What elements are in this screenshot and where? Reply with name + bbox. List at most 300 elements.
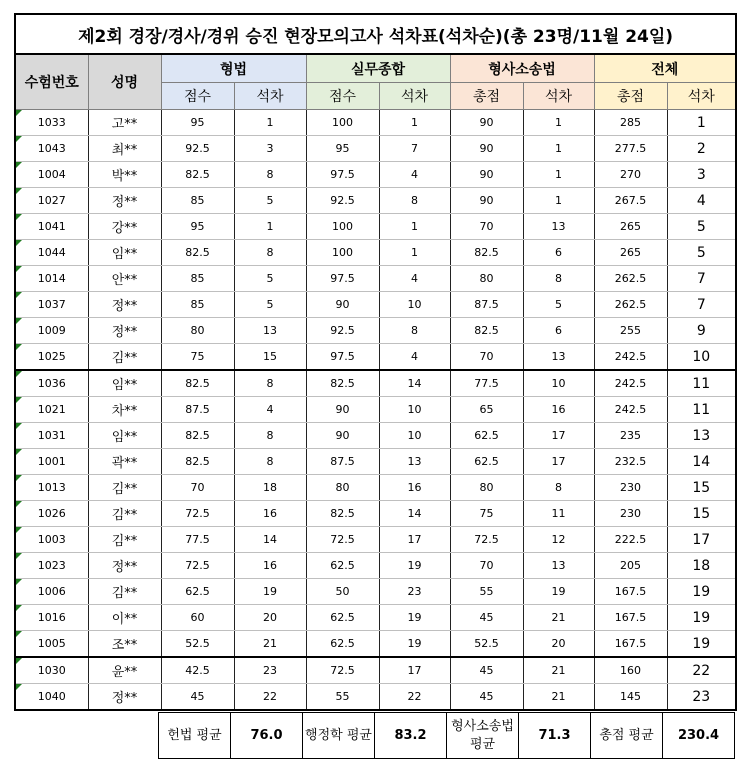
cell-criminal-law-score: 85 (161, 188, 234, 214)
cell-corner-marker (16, 527, 22, 533)
cell-name: 김** (88, 501, 161, 527)
cell-procedure-total: 52.5 (450, 631, 523, 658)
cell-procedure-rank: 16 (523, 397, 594, 423)
cell-practical-score: 100 (306, 240, 379, 266)
cell-exam-number: 1003 (15, 527, 88, 553)
cell-procedure-total: 75 (450, 501, 523, 527)
cell-procedure-rank: 10 (523, 370, 594, 397)
cell-overall-rank: 17 (667, 527, 736, 553)
cell-practical-rank: 10 (379, 423, 450, 449)
header-exam-number: 수험번호 (15, 54, 88, 110)
cell-criminal-law-rank: 5 (234, 266, 306, 292)
cell-overall-total: 167.5 (594, 605, 667, 631)
cell-exam-number: 1016 (15, 605, 88, 631)
cell-procedure-total: 70 (450, 553, 523, 579)
cell-practical-rank: 17 (379, 657, 450, 684)
cell-criminal-law-rank: 23 (234, 657, 306, 684)
cell-overall-rank: 13 (667, 423, 736, 449)
cell-criminal-law-rank: 22 (234, 684, 306, 711)
cell-name: 정** (88, 188, 161, 214)
table-row (15, 449, 736, 475)
cell-practical-rank: 19 (379, 553, 450, 579)
cell-overall-rank: 3 (667, 162, 736, 188)
table-row (15, 605, 736, 631)
cell-criminal-law-score: 70 (161, 475, 234, 501)
cell-criminal-law-rank: 18 (234, 475, 306, 501)
cell-name: 정** (88, 318, 161, 344)
cell-practical-rank: 4 (379, 344, 450, 371)
cell-overall-total: 222.5 (594, 527, 667, 553)
header-practical-comprehensive: 실무종합 (306, 54, 450, 83)
table-row (15, 318, 736, 344)
cell-corner-marker (16, 214, 22, 220)
averages-table (158, 712, 735, 759)
cell-practical-score: 92.5 (306, 318, 379, 344)
cell-corner-marker (16, 292, 22, 298)
cell-procedure-rank: 1 (523, 188, 594, 214)
cell-procedure-rank: 21 (523, 605, 594, 631)
cell-criminal-law-score: 87.5 (161, 397, 234, 423)
cell-overall-rank: 19 (667, 579, 736, 605)
cell-practical-score: 95 (306, 136, 379, 162)
cell-overall-rank: 19 (667, 605, 736, 631)
cell-overall-rank: 23 (667, 684, 736, 711)
cell-practical-rank: 1 (379, 240, 450, 266)
average-label-criminal-procedure: 형사소송법 평균 (447, 713, 519, 759)
cell-exam-number: 1041 (15, 214, 88, 240)
table-row (15, 423, 736, 449)
cell-procedure-total: 90 (450, 136, 523, 162)
cell-overall-total: 167.5 (594, 631, 667, 658)
table-row (15, 397, 736, 423)
average-value-constitution: 76.0 (231, 713, 303, 759)
cell-exam-number: 1014 (15, 266, 88, 292)
cell-corner-marker (16, 684, 22, 690)
table-row (15, 631, 736, 658)
cell-procedure-total: 70 (450, 344, 523, 371)
header-sub-rank: 석차 (667, 83, 736, 110)
cell-practical-rank: 13 (379, 449, 450, 475)
cell-criminal-law-score: 77.5 (161, 527, 234, 553)
cell-overall-total: 265 (594, 214, 667, 240)
cell-exam-number: 1040 (15, 684, 88, 711)
cell-overall-rank: 11 (667, 370, 736, 397)
cell-procedure-total: 82.5 (450, 240, 523, 266)
cell-overall-rank: 15 (667, 501, 736, 527)
cell-criminal-law-score: 45 (161, 684, 234, 711)
table-row (15, 162, 736, 188)
cell-exam-number: 1023 (15, 553, 88, 579)
cell-procedure-total: 90 (450, 162, 523, 188)
cell-criminal-law-rank: 8 (234, 162, 306, 188)
page-title: 제2회 경장/경사/경위 승진 현장모의고사 석차표(석차순)(총 23명/11월 24일) (15, 14, 736, 54)
cell-procedure-total: 45 (450, 684, 523, 711)
average-value-total: 230.4 (663, 713, 735, 759)
cell-criminal-law-score: 42.5 (161, 657, 234, 684)
cell-practical-score: 82.5 (306, 501, 379, 527)
cell-criminal-law-rank: 5 (234, 292, 306, 318)
cell-practical-rank: 23 (379, 579, 450, 605)
cell-overall-rank: 1 (667, 110, 736, 136)
cell-name: 강** (88, 214, 161, 240)
cell-name: 윤** (88, 657, 161, 684)
cell-criminal-law-score: 82.5 (161, 423, 234, 449)
cell-criminal-law-score: 75 (161, 344, 234, 371)
cell-criminal-law-rank: 16 (234, 553, 306, 579)
cell-corner-marker (16, 449, 22, 455)
cell-exam-number: 1031 (15, 423, 88, 449)
cell-criminal-law-score: 82.5 (161, 240, 234, 266)
cell-procedure-total: 87.5 (450, 292, 523, 318)
cell-overall-total: 265 (594, 240, 667, 266)
cell-practical-score: 62.5 (306, 605, 379, 631)
cell-corner-marker (16, 240, 22, 246)
table-row (15, 240, 736, 266)
cell-criminal-law-score: 85 (161, 292, 234, 318)
table-row (15, 501, 736, 527)
cell-overall-total: 262.5 (594, 266, 667, 292)
cell-corner-marker (16, 397, 22, 403)
cell-corner-marker (16, 371, 22, 377)
header-total: 전체 (594, 54, 736, 83)
cell-exam-number: 1025 (15, 344, 88, 371)
cell-criminal-law-rank: 3 (234, 136, 306, 162)
cell-criminal-law-rank: 1 (234, 214, 306, 240)
cell-corner-marker (16, 162, 22, 168)
header-name: 성명 (88, 54, 161, 110)
cell-corner-marker (16, 501, 22, 507)
cell-overall-total: 145 (594, 684, 667, 711)
cell-exam-number: 1030 (15, 657, 88, 684)
cell-overall-rank: 15 (667, 475, 736, 501)
cell-procedure-total: 90 (450, 188, 523, 214)
cell-overall-total: 267.5 (594, 188, 667, 214)
cell-practical-rank: 1 (379, 110, 450, 136)
cell-practical-rank: 14 (379, 370, 450, 397)
cell-procedure-rank: 1 (523, 136, 594, 162)
cell-overall-rank: 4 (667, 188, 736, 214)
cell-overall-rank: 18 (667, 553, 736, 579)
table-row (15, 684, 736, 711)
cell-procedure-rank: 5 (523, 292, 594, 318)
cell-exam-number: 1021 (15, 397, 88, 423)
table-row (15, 344, 736, 371)
table-row (15, 370, 736, 397)
table-row (15, 657, 736, 684)
cell-criminal-law-rank: 8 (234, 449, 306, 475)
cell-criminal-law-score: 80 (161, 318, 234, 344)
table-row (15, 110, 736, 136)
average-label-total: 총점 평균 (591, 713, 663, 759)
cell-corner-marker (16, 631, 22, 637)
cell-overall-total: 167.5 (594, 579, 667, 605)
cell-criminal-law-score: 60 (161, 605, 234, 631)
cell-criminal-law-score: 95 (161, 110, 234, 136)
cell-criminal-law-rank: 19 (234, 579, 306, 605)
cell-procedure-rank: 8 (523, 475, 594, 501)
header-sub-score: 점수 (306, 83, 379, 110)
header-sub-total: 총점 (594, 83, 667, 110)
cell-practical-rank: 16 (379, 475, 450, 501)
cell-exam-number: 1027 (15, 188, 88, 214)
cell-criminal-law-score: 52.5 (161, 631, 234, 658)
cell-name: 정** (88, 292, 161, 318)
cell-overall-rank: 5 (667, 214, 736, 240)
cell-criminal-law-score: 95 (161, 214, 234, 240)
cell-practical-score: 97.5 (306, 266, 379, 292)
cell-criminal-law-score: 85 (161, 266, 234, 292)
cell-procedure-total: 45 (450, 605, 523, 631)
cell-procedure-rank: 8 (523, 266, 594, 292)
cell-criminal-law-score: 82.5 (161, 449, 234, 475)
cell-practical-score: 100 (306, 214, 379, 240)
cell-procedure-total: 70 (450, 214, 523, 240)
cell-practical-score: 55 (306, 684, 379, 711)
cell-corner-marker (16, 318, 22, 324)
average-value-public-admin: 83.2 (375, 713, 447, 759)
cell-procedure-rank: 21 (523, 684, 594, 711)
cell-exam-number: 1006 (15, 579, 88, 605)
cell-exam-number: 1004 (15, 162, 88, 188)
cell-practical-rank: 4 (379, 162, 450, 188)
cell-practical-score: 80 (306, 475, 379, 501)
cell-overall-rank: 5 (667, 240, 736, 266)
cell-criminal-law-score: 72.5 (161, 553, 234, 579)
cell-practical-rank: 8 (379, 188, 450, 214)
cell-overall-total: 262.5 (594, 292, 667, 318)
cell-overall-rank: 9 (667, 318, 736, 344)
cell-practical-rank: 8 (379, 318, 450, 344)
cell-overall-total: 235 (594, 423, 667, 449)
cell-name: 김** (88, 344, 161, 371)
cell-exam-number: 1005 (15, 631, 88, 658)
cell-procedure-total: 62.5 (450, 423, 523, 449)
cell-procedure-rank: 12 (523, 527, 594, 553)
cell-practical-score: 90 (306, 292, 379, 318)
cell-corner-marker (16, 553, 22, 559)
cell-overall-total: 160 (594, 657, 667, 684)
header-sub-total: 총점 (450, 83, 523, 110)
cell-practical-rank: 17 (379, 527, 450, 553)
ranking-table (14, 13, 737, 711)
cell-overall-total: 270 (594, 162, 667, 188)
cell-criminal-law-rank: 4 (234, 397, 306, 423)
cell-practical-rank: 4 (379, 266, 450, 292)
cell-criminal-law-score: 72.5 (161, 501, 234, 527)
cell-procedure-total: 80 (450, 266, 523, 292)
cell-overall-total: 232.5 (594, 449, 667, 475)
cell-procedure-rank: 1 (523, 162, 594, 188)
cell-overall-total: 230 (594, 475, 667, 501)
cell-practical-score: 90 (306, 397, 379, 423)
cell-practical-score: 72.5 (306, 657, 379, 684)
cell-practical-score: 92.5 (306, 188, 379, 214)
cell-procedure-total: 62.5 (450, 449, 523, 475)
cell-corner-marker (16, 344, 22, 350)
cell-exam-number: 1044 (15, 240, 88, 266)
cell-practical-rank: 10 (379, 397, 450, 423)
cell-exam-number: 1013 (15, 475, 88, 501)
cell-procedure-total: 65 (450, 397, 523, 423)
cell-overall-total: 277.5 (594, 136, 667, 162)
cell-procedure-rank: 11 (523, 501, 594, 527)
cell-procedure-total: 77.5 (450, 370, 523, 397)
cell-procedure-total: 55 (450, 579, 523, 605)
cell-overall-total: 285 (594, 110, 667, 136)
table-row (15, 553, 736, 579)
cell-exam-number: 1026 (15, 501, 88, 527)
cell-name: 정** (88, 684, 161, 711)
cell-procedure-rank: 13 (523, 344, 594, 371)
cell-criminal-law-rank: 13 (234, 318, 306, 344)
table-row (15, 214, 736, 240)
cell-name: 박** (88, 162, 161, 188)
cell-procedure-total: 72.5 (450, 527, 523, 553)
cell-name: 최** (88, 136, 161, 162)
cell-overall-total: 230 (594, 501, 667, 527)
cell-exam-number: 1043 (15, 136, 88, 162)
table-row (15, 579, 736, 605)
cell-name: 김** (88, 527, 161, 553)
cell-overall-total: 205 (594, 553, 667, 579)
cell-overall-total: 242.5 (594, 397, 667, 423)
cell-practical-rank: 22 (379, 684, 450, 711)
cell-procedure-rank: 20 (523, 631, 594, 658)
cell-criminal-law-rank: 8 (234, 370, 306, 397)
cell-exam-number: 1036 (15, 370, 88, 397)
cell-corner-marker (16, 579, 22, 585)
cell-overall-rank: 22 (667, 657, 736, 684)
cell-practical-score: 97.5 (306, 162, 379, 188)
average-value-criminal-procedure: 71.3 (519, 713, 591, 759)
cell-name: 김** (88, 475, 161, 501)
cell-practical-score: 72.5 (306, 527, 379, 553)
cell-practical-rank: 14 (379, 501, 450, 527)
cell-overall-rank: 14 (667, 449, 736, 475)
cell-name: 고** (88, 110, 161, 136)
cell-criminal-law-score: 82.5 (161, 162, 234, 188)
cell-criminal-law-rank: 15 (234, 344, 306, 371)
cell-procedure-rank: 17 (523, 423, 594, 449)
cell-name: 조** (88, 631, 161, 658)
cell-corner-marker (16, 110, 22, 116)
cell-overall-rank: 7 (667, 266, 736, 292)
cell-procedure-rank: 6 (523, 240, 594, 266)
cell-practical-rank: 1 (379, 214, 450, 240)
cell-practical-score: 62.5 (306, 553, 379, 579)
cell-name: 정** (88, 553, 161, 579)
cell-overall-rank: 19 (667, 631, 736, 658)
cell-corner-marker (16, 266, 22, 272)
cell-criminal-law-rank: 8 (234, 423, 306, 449)
cell-practical-score: 87.5 (306, 449, 379, 475)
cell-practical-score: 100 (306, 110, 379, 136)
cell-procedure-total: 90 (450, 110, 523, 136)
cell-overall-total: 242.5 (594, 344, 667, 371)
cell-corner-marker (16, 136, 22, 142)
header-criminal-procedure: 형사소송법 (450, 54, 594, 83)
cell-procedure-total: 80 (450, 475, 523, 501)
cell-name: 임** (88, 423, 161, 449)
header-sub-rank: 석차 (523, 83, 594, 110)
cell-practical-rank: 7 (379, 136, 450, 162)
cell-criminal-law-score: 62.5 (161, 579, 234, 605)
table-row (15, 475, 736, 501)
cell-name: 안** (88, 266, 161, 292)
cell-name: 차** (88, 397, 161, 423)
cell-practical-score: 62.5 (306, 631, 379, 658)
header-sub-rank: 석차 (379, 83, 450, 110)
cell-practical-rank: 19 (379, 605, 450, 631)
header-sub-rank: 석차 (234, 83, 306, 110)
cell-criminal-law-rank: 5 (234, 188, 306, 214)
cell-practical-score: 50 (306, 579, 379, 605)
cell-criminal-law-rank: 1 (234, 110, 306, 136)
table-row (15, 527, 736, 553)
cell-overall-total: 255 (594, 318, 667, 344)
cell-practical-score: 82.5 (306, 370, 379, 397)
cell-overall-rank: 11 (667, 397, 736, 423)
cell-criminal-law-score: 92.5 (161, 136, 234, 162)
cell-overall-rank: 2 (667, 136, 736, 162)
cell-procedure-total: 45 (450, 657, 523, 684)
cell-criminal-law-rank: 16 (234, 501, 306, 527)
cell-exam-number: 1037 (15, 292, 88, 318)
ranking-rows (15, 110, 736, 711)
cell-name: 김** (88, 579, 161, 605)
cell-exam-number: 1001 (15, 449, 88, 475)
table-row (15, 136, 736, 162)
cell-criminal-law-rank: 14 (234, 527, 306, 553)
cell-overall-total: 242.5 (594, 370, 667, 397)
cell-corner-marker (16, 658, 22, 664)
table-row (15, 266, 736, 292)
cell-corner-marker (16, 423, 22, 429)
cell-criminal-law-rank: 8 (234, 240, 306, 266)
cell-exam-number: 1009 (15, 318, 88, 344)
cell-corner-marker (16, 188, 22, 194)
cell-procedure-rank: 17 (523, 449, 594, 475)
cell-criminal-law-score: 82.5 (161, 370, 234, 397)
cell-name: 곽** (88, 449, 161, 475)
cell-criminal-law-rank: 20 (234, 605, 306, 631)
cell-corner-marker (16, 605, 22, 611)
cell-name: 임** (88, 370, 161, 397)
cell-overall-rank: 10 (667, 344, 736, 371)
table-row (15, 292, 736, 318)
cell-practical-rank: 19 (379, 631, 450, 658)
cell-procedure-rank: 6 (523, 318, 594, 344)
cell-procedure-rank: 19 (523, 579, 594, 605)
table-row (15, 188, 736, 214)
average-label-constitution: 헌법 평균 (159, 713, 231, 759)
cell-procedure-rank: 21 (523, 657, 594, 684)
cell-practical-score: 90 (306, 423, 379, 449)
cell-name: 이** (88, 605, 161, 631)
cell-procedure-rank: 13 (523, 214, 594, 240)
cell-name: 임** (88, 240, 161, 266)
cell-procedure-rank: 1 (523, 110, 594, 136)
header-criminal-law: 형법 (161, 54, 306, 83)
cell-procedure-total: 82.5 (450, 318, 523, 344)
cell-procedure-rank: 13 (523, 553, 594, 579)
cell-practical-score: 97.5 (306, 344, 379, 371)
cell-practical-rank: 10 (379, 292, 450, 318)
cell-exam-number: 1033 (15, 110, 88, 136)
average-label-public-admin: 행정학 평균 (303, 713, 375, 759)
cell-overall-rank: 7 (667, 292, 736, 318)
cell-corner-marker (16, 475, 22, 481)
